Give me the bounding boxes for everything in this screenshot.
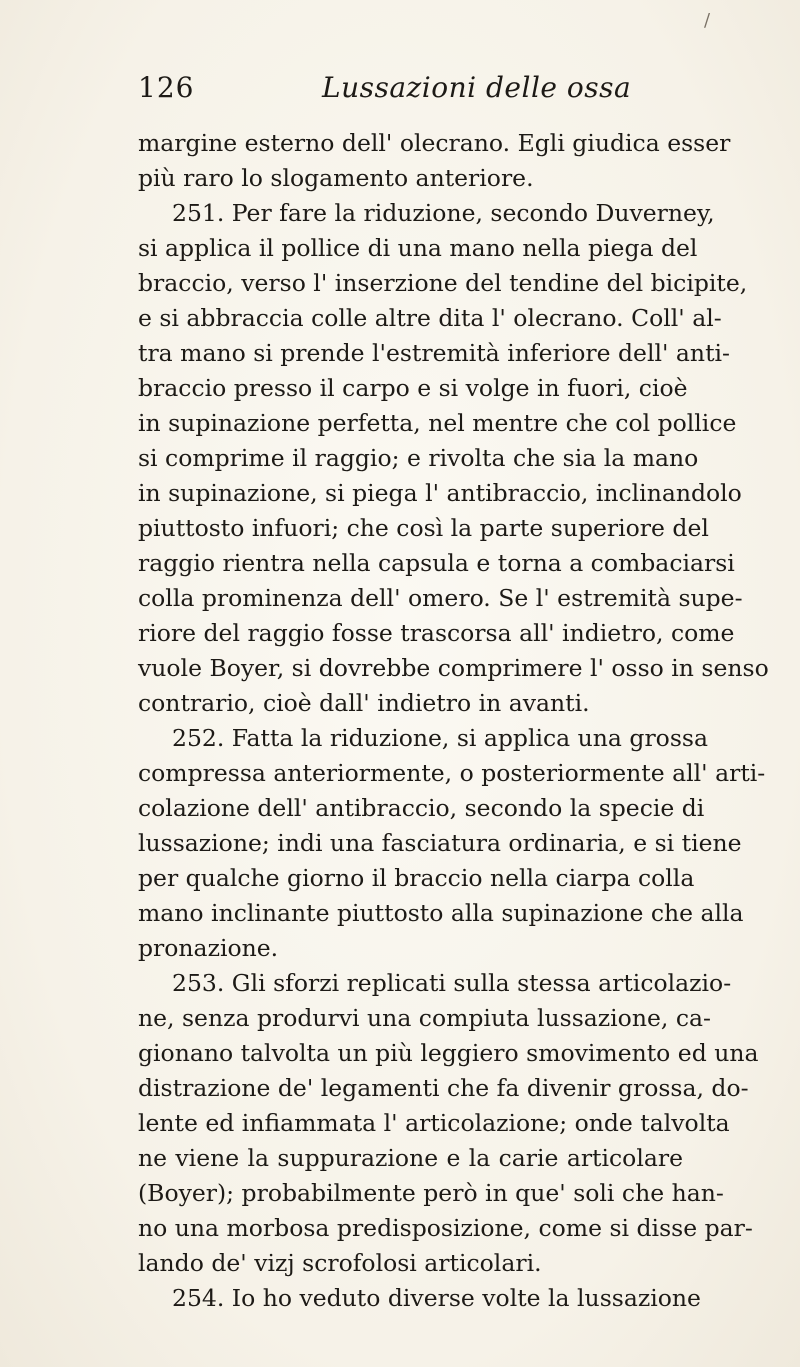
text-line: riore del raggio fosse trascorsa all' indietro, come [138,619,735,647]
text-line: e si abbraccia colle altre dita l' olecrano. Coll' al- [138,304,722,332]
text-line: lando de' vizj scrofolosi articolari. [138,1249,542,1277]
text-line: ne viene la suppurazione e la carie articolare [138,1144,683,1172]
page-number: 126 [138,71,195,104]
running-title: Lussazioni delle ossa [322,71,632,104]
page-header [0,68,800,108]
text-line: per qualche giorno il braccio nella ciarpa colla [138,864,695,892]
text-line: mano inclinante piuttosto alla supinazione che alla [138,899,744,927]
text-line: margine esterno dell' olecrano. Egli giudica esser [138,129,731,157]
text-line: in supinazione, si piega l' antibraccio, inclinandolo [138,479,742,507]
text-line: raggio rientra nella capsula e torna a combaciarsi [138,549,735,577]
text-line: in supinazione perfetta, nel mentre che col pollice [138,409,737,437]
text-line: colla prominenza dell' omero. Se l' estremità supe- [138,584,743,612]
text-line: 253. Gli sforzi replicati sulla stessa articolazio- [172,969,732,997]
text-line: braccio presso il carpo e si volge in fuori, cioè [138,374,688,402]
text-line: vuole Boyer, si dovrebbe comprimere l' osso in senso [138,654,769,682]
body-text [138,126,769,1316]
text-line: compressa anteriormente, o posteriormente all' arti- [138,759,766,787]
text-line: 254. Io ho veduto diverse volte la lussazione [172,1284,701,1312]
margin-mark: / [704,10,711,31]
text-line: (Boyer); probabilmente però in que' soli che han- [138,1179,724,1207]
text-line: 252. Fatta la riduzione, si applica una grossa [172,724,708,752]
text-line: contrario, cioè dall' indietro in avanti. [138,689,590,717]
text-line: distrazione de' legamenti che fa divenir grossa, do- [138,1074,749,1102]
text-line: no una morbosa predisposizione, come si disse par- [138,1214,753,1242]
text-line: lussazione; indi una fasciatura ordinaria, e si tiene [138,829,742,857]
text-line: tra mano si prende l'estremità inferiore dell' anti- [138,339,730,367]
text-line: colazione dell' antibraccio, secondo la specie di [138,794,705,822]
text-line: gionano talvolta un più leggiero smovimento ed una [138,1039,759,1067]
text-line: lente ed infiammata l' articolazione; onde talvolta [138,1109,730,1137]
text-line: si comprime il raggio; e rivolta che sia la mano [138,444,699,472]
text-line: piuttosto infuori; che così la parte superiore del [138,514,709,542]
text-line: si applica il pollice di una mano nella piega del [138,234,698,262]
text-line: 251. Per fare la riduzione, secondo Duverney, [172,199,715,227]
text-line: ne, senza produrvi una compiuta lussazione, ca- [138,1004,711,1032]
text-line: più raro lo slogamento anteriore. [138,164,534,192]
text-line: braccio, verso l' inserzione del tendine del bicipite, [138,269,748,297]
text-line: pronazione. [138,934,279,962]
